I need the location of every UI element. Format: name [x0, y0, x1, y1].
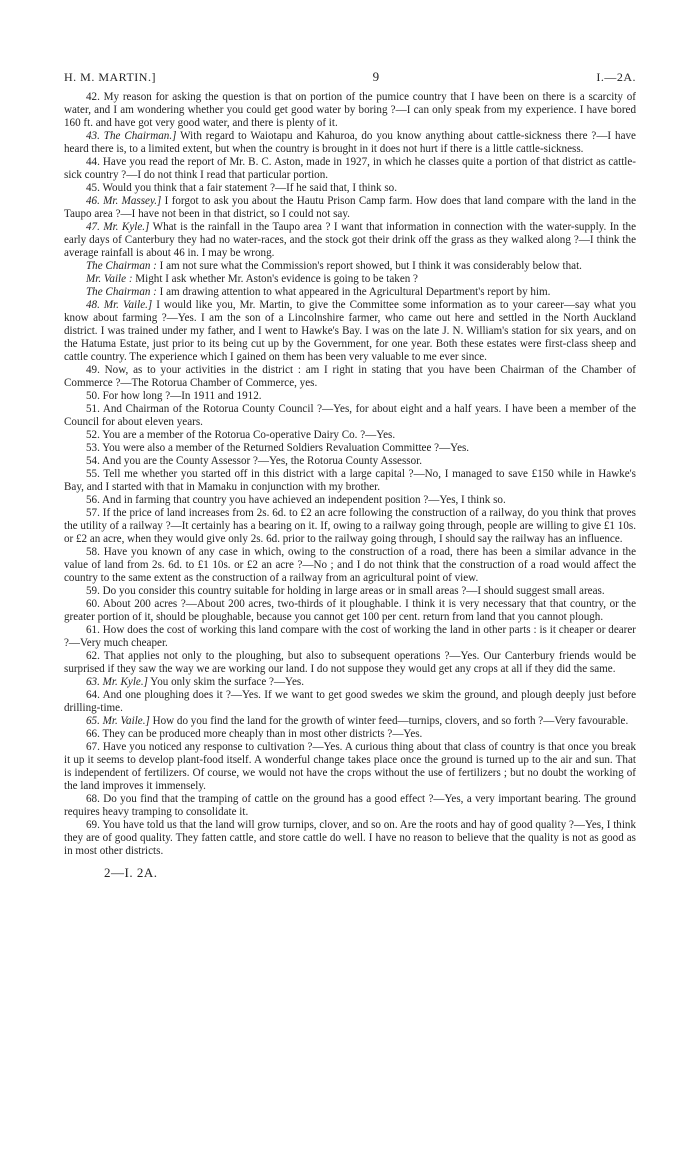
paragraph-text: 50. For how long ?—In 1911 and 1912. — [86, 390, 262, 402]
paragraph-text: How do you find the land for the growth of winter feed—turnips, clovers, and so forth ?—Very favourable. — [149, 715, 629, 727]
paragraph-text: What is the rainfall in the Taupo area ? I want that information in connection with the water-supply. In the early days of Canterbury they had no water-races, and the stock got their drink off the grass as they walked along ?—I think the average rainfall is about 46 in. I may be wrong. — [64, 221, 636, 259]
speaker-label: 65. Mr. Vaile.] — [86, 715, 150, 727]
paragraph — [64, 130, 636, 156]
paragraph — [64, 676, 636, 689]
page-footer: 2—I. 2A. — [104, 865, 158, 880]
paragraph — [64, 650, 636, 676]
paragraph-text: 53. You were also a member of the Returned Soldiers Revaluation Committee ?—Yes. — [86, 442, 470, 454]
paragraph-text: 42. My reason for asking the question is that on portion of the pumice country that I have been on there is a scarcity of water, and I am wondering whether you could get good water by boring ?—I can only speak from my experience. I have bored 160 ft. and have got very good water, and there is plenty of it. — [64, 91, 636, 129]
paragraph — [64, 260, 636, 273]
paragraph-text: 57. If the price of land increases from 2s. 6d. to £2 an acre following the construction of a railway, do you think that proves the utility of a railway ?—It certainly has a bearing on it. If, owing to a railway going through, people are willing to give £1 10s. or £2 an acre, when they would give only 2s. 6d. prior to the railway going through, I should say the railway has an influence. — [64, 507, 636, 545]
paragraph — [64, 195, 636, 221]
paragraph-text: 45. Would you think that a fair statement ?—If he said that, I think so. — [86, 182, 398, 194]
paragraph-text: 49. Now, as to your activities in the district : am I right in stating that you have been Chairman of the Chamber of Commerce ?—The Rotorua Chamber of Commerce, yes. — [64, 364, 636, 389]
paragraph — [64, 429, 636, 442]
paragraph — [64, 715, 636, 728]
paragraph — [64, 624, 636, 650]
paragraph — [64, 793, 636, 819]
paragraph-text: I am not sure what the Commission's report showed, but I think it was considerably below that. — [156, 260, 582, 272]
paragraph — [64, 546, 636, 585]
paragraph — [64, 273, 636, 286]
paragraph-text: 51. And Chairman of the Rotorua County Council ?—Yes, for about eight and a half years. I have been a member of the Council for about eleven years. — [64, 403, 636, 428]
paragraph — [64, 728, 636, 741]
paragraph-text: 67. Have you noticed any response to cultivation ?—Yes. A curious thing about that class of country is that once you break it up it seems to develop plant-food itself. A wonderful change takes place once the ground is turned up to the air and sun. That is independent of fertilizers. Of course, we would not have the crops without the use of fertilizers ; but no doubt the working of the land improves it immensely. — [64, 741, 636, 792]
speaker-label: 43. The Chairman.] — [86, 130, 177, 142]
paragraph-text: 66. They can be produced more cheaply than in most other districts ?—Yes. — [86, 728, 423, 740]
paragraph-text: 56. And in farming that country you have achieved an independent position ?—Yes, I think so. — [86, 494, 506, 506]
paragraph-text: 64. And one ploughing does it ?—Yes. If we want to get good swedes we skim the ground, and plough deeply just before drilling-time. — [64, 689, 636, 714]
paragraph — [64, 442, 636, 455]
paragraph-text: 69. You have told us that the land will grow turnips, clover, and so on. Are the roots and hay of good quality ?—Yes, I think they are of good quality. They fatten cattle, and store cattle do well. I have no reason to believe that the quality is not as good as in most other districts. — [64, 819, 636, 857]
paragraph-text: 52. You are a member of the Rotorua Co-operative Dairy Co. ?—Yes. — [86, 429, 396, 441]
paragraph-text: 61. How does the cost of working this land compare with the cost of working the land in other parts : is it cheaper or dearer ?—Very much cheaper. — [64, 624, 636, 649]
paragraph-text: 60. About 200 acres ?—About 200 acres, two-thirds of it ploughable. I think it is very necessary that that country, or the greater portion of it, should be ploughable, because you cannot get 100 per cent. return from land that you cannot plough. — [64, 598, 636, 623]
speaker-label: The Chairman : — [86, 286, 157, 298]
speaker-label: 63. Mr. Kyle.] — [86, 676, 148, 688]
paragraph — [64, 819, 636, 858]
paragraph-text: 68. Do you find that the tramping of cattle on the ground has a good effect ?—Yes, a very important bearing. The ground requires heavy tramping to consolidate it. — [64, 793, 636, 818]
paragraph — [64, 689, 636, 715]
paragraph-text: I am drawing attention to what appeared in the Agricultural Department's report by him. — [156, 286, 551, 298]
paragraph-text: 55. Tell me whether you started off in this district with a large capital ?—No, I managed to save £150 while in Hawke's Bay, and I started with that in Mamaku in conjunction with my brother. — [64, 468, 636, 493]
paragraph-text: I would like you, Mr. Martin, to give the Committee some information as to your career—say what you know about farming ?—Yes. I am the son of a Lincolnshire farmer, who came out here and settled in the North Auckland district. I was trained under my father, and I went to Hawke's Bay. I was on the late J. N. William's station for six years, and on the Hatuma Estate, just prior to its being cut up by the Government, for one year. Both these estates were first-class sheep and cattle country. The experience which I gained on them has been very valuable to me ever since. — [64, 299, 636, 363]
speaker-label: The Chairman : — [86, 260, 157, 272]
paragraph — [64, 455, 636, 468]
paragraph — [64, 585, 636, 598]
paragraph — [64, 403, 636, 429]
paragraph-text: 59. Do you consider this country suitable for holding in large areas or in small areas ?—I should suggest small areas. — [86, 585, 605, 597]
paragraph — [64, 156, 636, 182]
paragraph — [64, 598, 636, 624]
paragraph — [64, 286, 636, 299]
paragraph-text: 44. Have you read the report of Mr. B. C. Aston, made in 1927, in which he classes quite a portion of that district as cattle-sick country ?—I do not think I read that particular portion. — [64, 156, 636, 181]
paragraph-text: Might I ask whether Mr. Aston's evidence is going to be taken ? — [132, 273, 418, 285]
paragraph-text: 58. Have you known of any case in which, owing to the construction of a road, there has been a similar advance in the value of land from 2s. 6d. to £1 10s. or £2 an acre ?—No ; and I do not think that the construction of a road would affect the country to the same extent as the construction of a railway from an agricultural point of view. — [64, 546, 636, 584]
paragraph-text: With regard to Waiotapu and Kahuroa, do you know anything about cattle-sickness there ?—I have heard there is, to a limited extent, but when the country is brought in it does not hurt if there is a little cattle-sickness. — [64, 130, 636, 155]
paragraph — [64, 91, 636, 130]
speaker-label: 48. Mr. Vaile.] — [86, 299, 153, 311]
paragraph-text: You only skim the surface ?—Yes. — [147, 676, 304, 688]
header-witness: H. M. MARTIN.] — [64, 70, 156, 84]
paragraph — [64, 299, 636, 364]
paragraph — [64, 741, 636, 793]
paragraph-text: 62. That applies not only to the ploughing, but also to subsequent operations ?—Yes. Our Canterbury friends would be surprised if they saw the way we are working our land. I do not suppose they would get any crops at all if they did the same. — [64, 650, 636, 675]
speaker-label: 47. Mr. Kyle.] — [86, 221, 150, 233]
document-page — [64, 70, 636, 879]
paragraph — [64, 468, 636, 494]
page-number: 9 — [372, 69, 380, 84]
paragraph — [64, 221, 636, 260]
page-header — [64, 70, 636, 84]
paragraph — [64, 507, 636, 546]
paragraph-text: I forgot to ask you about the Hautu Prison Camp farm. How does that land compare with the land in the Taupo area ?—I have not been in that district, so I could not say. — [64, 195, 636, 220]
speaker-label: 46. Mr. Massey.] — [86, 195, 162, 207]
speaker-label: Mr. Vaile : — [86, 273, 133, 285]
paragraph — [64, 390, 636, 403]
paragraph — [64, 364, 636, 390]
page-body — [64, 91, 636, 858]
paragraph-text: 54. And you are the County Assessor ?—Yes, the Rotorua County Assessor. — [86, 455, 422, 467]
document-reference: I.—2A. — [596, 70, 636, 84]
paragraph — [64, 182, 636, 195]
paragraph — [64, 494, 636, 507]
